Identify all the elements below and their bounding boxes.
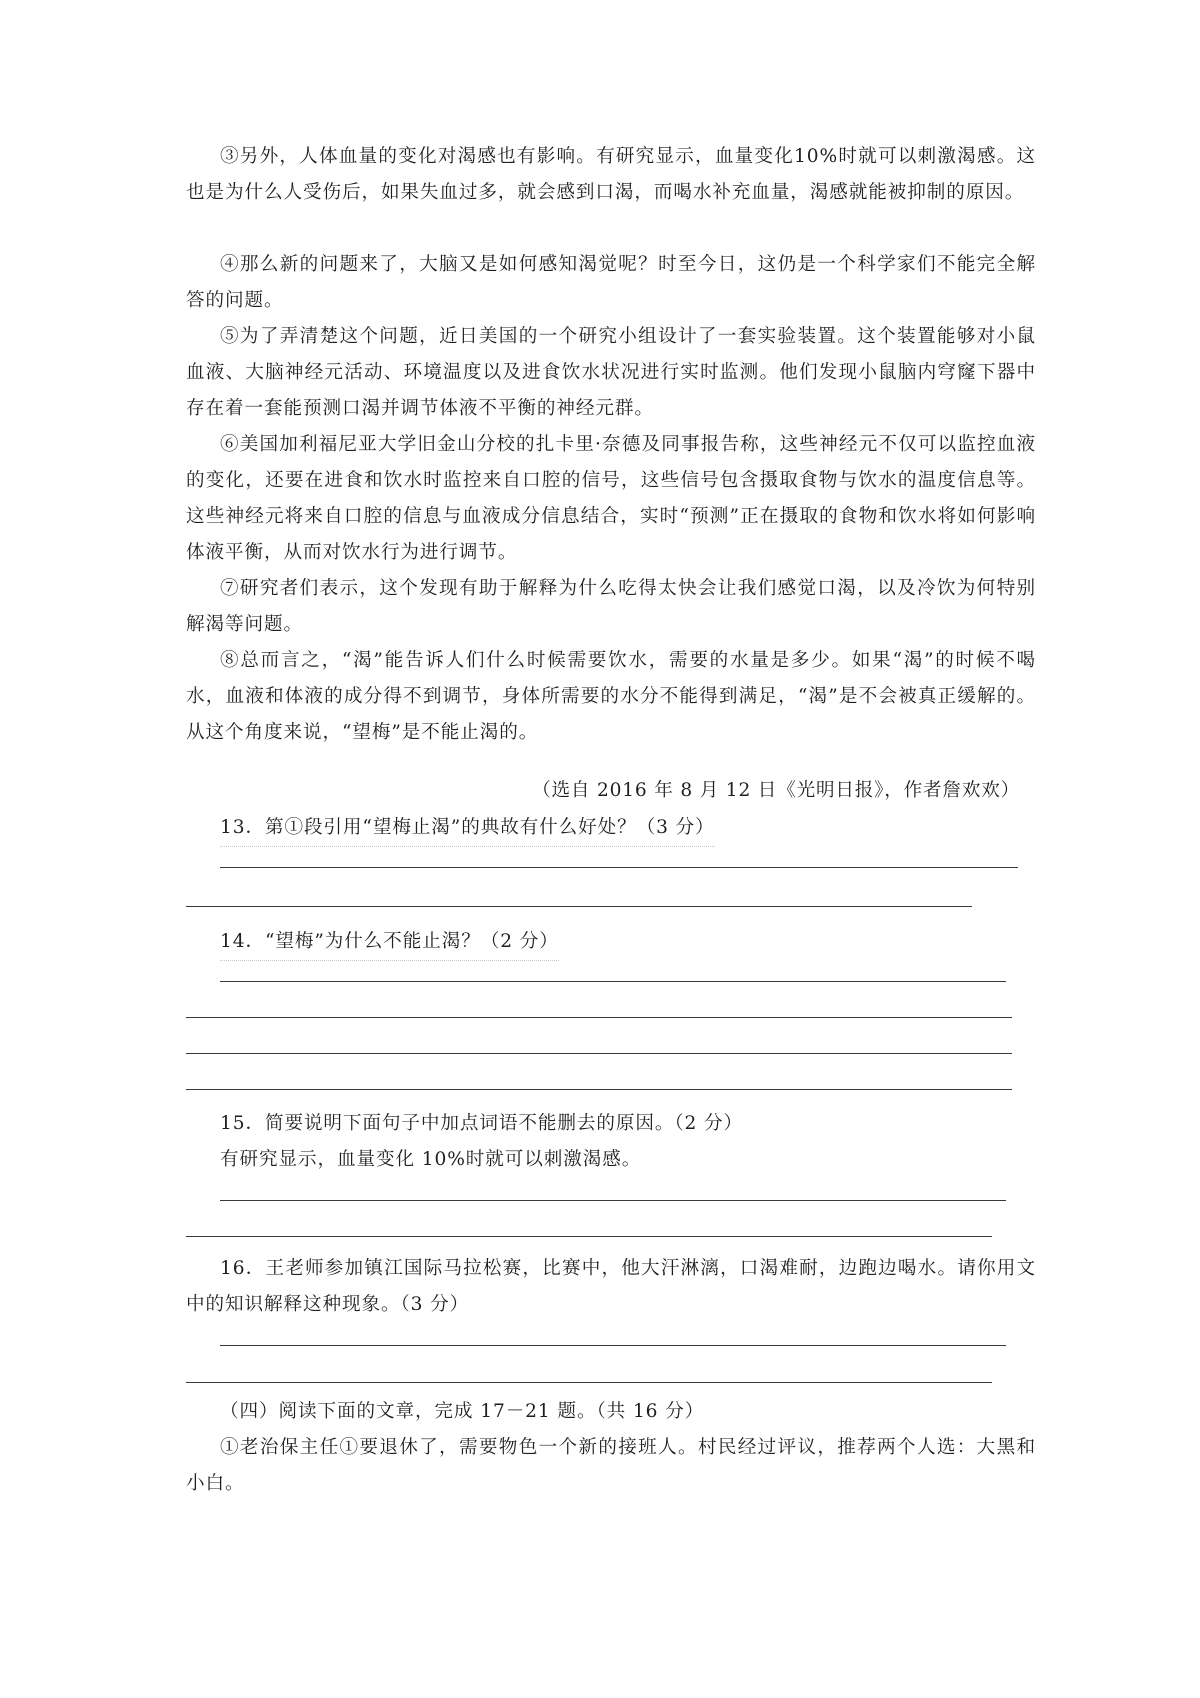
passage-paragraph-8: ⑧总而言之，“渴”能告诉人们什么时候需要饮水，需要的水量是多少。如果“渴”的时候不喝水，血液和体液的成分得不到调节，身体所需要的水分不能得到满足，“渴”是不会被真正缓解的。从这个角度来说，“望梅”是不能止渴的。: [186, 650, 1036, 743]
answer-line-16-2[interactable]: [186, 1382, 992, 1383]
question-16: 16．王老师参加镇江国际马拉松赛，比赛中，他大汗淋漓，口渴难耐，边跑边喝水。请你用文中的知识解释这种现象。（3 分）: [186, 1258, 1036, 1315]
answer-line-13-1[interactable]: [220, 867, 1018, 868]
passage-paragraph-4: ④那么新的问题来了，大脑又是如何感知渴觉呢？时至今日，这仍是一个科学家们不能完全解答的问题。: [186, 254, 1036, 311]
question-14: 14．“望梅”为什么不能止渴？（2 分）: [220, 924, 559, 961]
answer-line-13-2[interactable]: [186, 906, 972, 907]
answer-line-14-4[interactable]: [186, 1089, 1012, 1090]
question-13: 13．第①段引用“望梅止渴”的典故有什么好处？（3 分）: [220, 810, 715, 847]
answer-line-16-1[interactable]: [220, 1345, 1006, 1346]
answer-line-14-2[interactable]: [186, 1017, 1012, 1018]
answer-line-14-3[interactable]: [186, 1053, 1012, 1054]
passage-paragraph-5: ⑤为了弄清楚这个问题，近日美国的一个研究小组设计了一套实验装置。这个装置能够对小鼠血液、大脑神经元活动、环境温度以及进食饮水状况进行实时监测。他们发现小鼠脑内穹窿下器中存在着一套能预测口渴并调节体液不平衡的神经元群。: [186, 326, 1036, 419]
passage-paragraph-3: ③另外，人体血量的变化对渴感也有影响。有研究显示，血量变化10%时就可以刺激渴感。这也是为什么人受伤后，如果失血过多，就会感到口渴，而喝水补充血量，渴感就能被抑制的原因。: [186, 146, 1036, 203]
answer-line-15-2[interactable]: [186, 1236, 992, 1237]
answer-line-15-1[interactable]: [220, 1200, 1006, 1201]
passage-paragraph-6: ⑥美国加利福尼亚大学旧金山分校的扎卡里·奈德及同事报告称，这些神经元不仅可以监控血液的变化，还要在进食和饮水时监控来自口腔的信号，这些信号包含摄取食物与饮水的温度信息等。这些神经元将来自口腔的信息与血液成分信息结合，实时“预测”正在摄取的食物和饮水将如何影响体液平衡，从而对饮水行为进行调节。: [186, 434, 1036, 563]
passage-source: （选自 2016 年 8 月 12 日《光明日报》，作者詹欢欢）: [532, 780, 1020, 801]
passage-paragraph-7: ⑦研究者们表示，这个发现有助于解释为什么吃得太快会让我们感觉口渴，以及冷饮为何特别解渴等问题。: [186, 578, 1036, 635]
section-4-paragraph-1: ①老治保主任①要退休了，需要物色一个新的接班人。村民经过评议，推荐两个人选：大黑和小白。: [186, 1437, 1036, 1494]
answer-line-14-1[interactable]: [220, 981, 1006, 982]
question-15: 15．简要说明下面句子中加点词语不能删去的原因。（2 分）: [220, 1113, 744, 1134]
section-4-heading: （四）阅读下面的文章，完成 17－21 题。（共 16 分）: [220, 1401, 705, 1422]
question-15-sentence: 有研究显示，血量变化 10%时就可以刺激渴感。: [220, 1149, 642, 1170]
